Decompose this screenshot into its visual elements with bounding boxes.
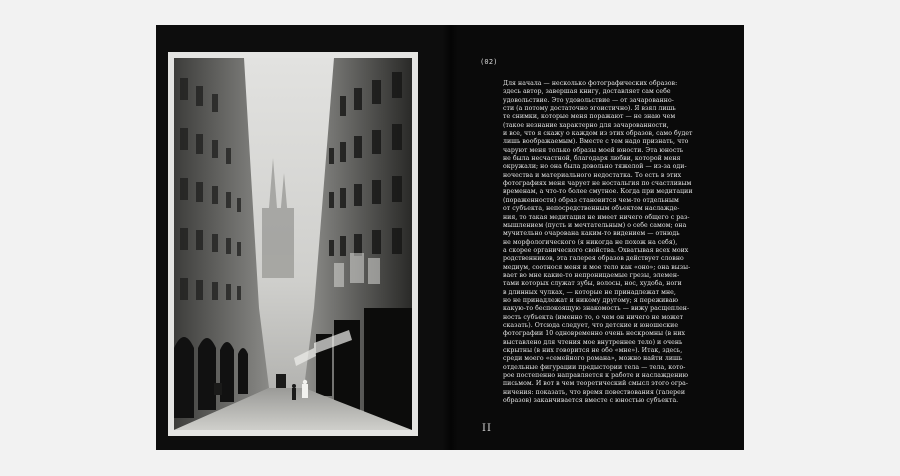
street-photo-svg bbox=[174, 58, 412, 430]
body-text: Для начала — несколько фотографических образов: здесь автор, завершая книгу, доставляет сам себе удовольствие. Это удовольствие — от зачарованно- сти (а потому достаточно эгоистично). Я взял лишь те снимки, которые меня поражают — не знаю чем (такое незнание характерно для зачарованности, и все, что я скажу о каждом из этих образов, само будет лишь воображаемым). Вместе с тем надо признать, что чаруют меня только образы моей юности. Эта юность не была несчастной, благодаря любви, которой меня окружали; но она была довольно тяжелой — из-за оди- ночества и материального недостатка. То есть в этих фотографиях меня чарует не ностальгия по счастливым временам, а что-то более смутное. Когда при медитации (пораженности) образ становится чем-то отдельным от субъекта, непосредственным объектом наслажде- ния, то такая медитация не имеет ничего общего с раз- мышлением (пусть и мечтательным) о себе самом; она мучительно очарована каким-то видением — отнюдь не морфологического (я никогда не похож на себя), а скорее органического свойства. Охватывая всех моих родственников, эта галерея образов действует словно медиум, соотнося меня и мое тело как «оно»; она вызы- вает во мне какие-то непроницаемые грезы, элемен- тами которых служат зубы, волосы, нос, худоба, ноги в длинных чулках, — которые не принадлежат мне, но не принадлежат и никому другому; я переживаю какую-то беспокоящую знакомость — вижу расщеплен- ность субъекта (именно то, о чем он ничего не может сказать). Отсюда следует, что детские и юношеские фотографии 10 одновременно очень нескромны (в них выставлено для чтения мое внутреннее тело) и очень скрытны (в них говорится не обо «мне»). Итак, здесь, среди моего «семейного романа», можно найти лишь отдельные фигурации предыстории тела — тела, кото- рое постепенно направляется к работе и наслаждению письмом. И вот в чем теоретический смысл этого огра- ничения: показать, что время повествования (галереи образов) заканчивается вместе с юностью субъекта. bbox=[503, 80, 693, 405]
figure-in-white bbox=[302, 380, 308, 398]
section-number: (02) bbox=[480, 58, 498, 66]
right-page bbox=[450, 25, 744, 450]
left-page bbox=[156, 25, 450, 450]
photo-frame bbox=[168, 52, 418, 436]
folio-page-number: II bbox=[482, 423, 492, 434]
book-gutter bbox=[442, 25, 458, 450]
street-photograph bbox=[174, 58, 412, 430]
book-spread bbox=[156, 25, 744, 450]
